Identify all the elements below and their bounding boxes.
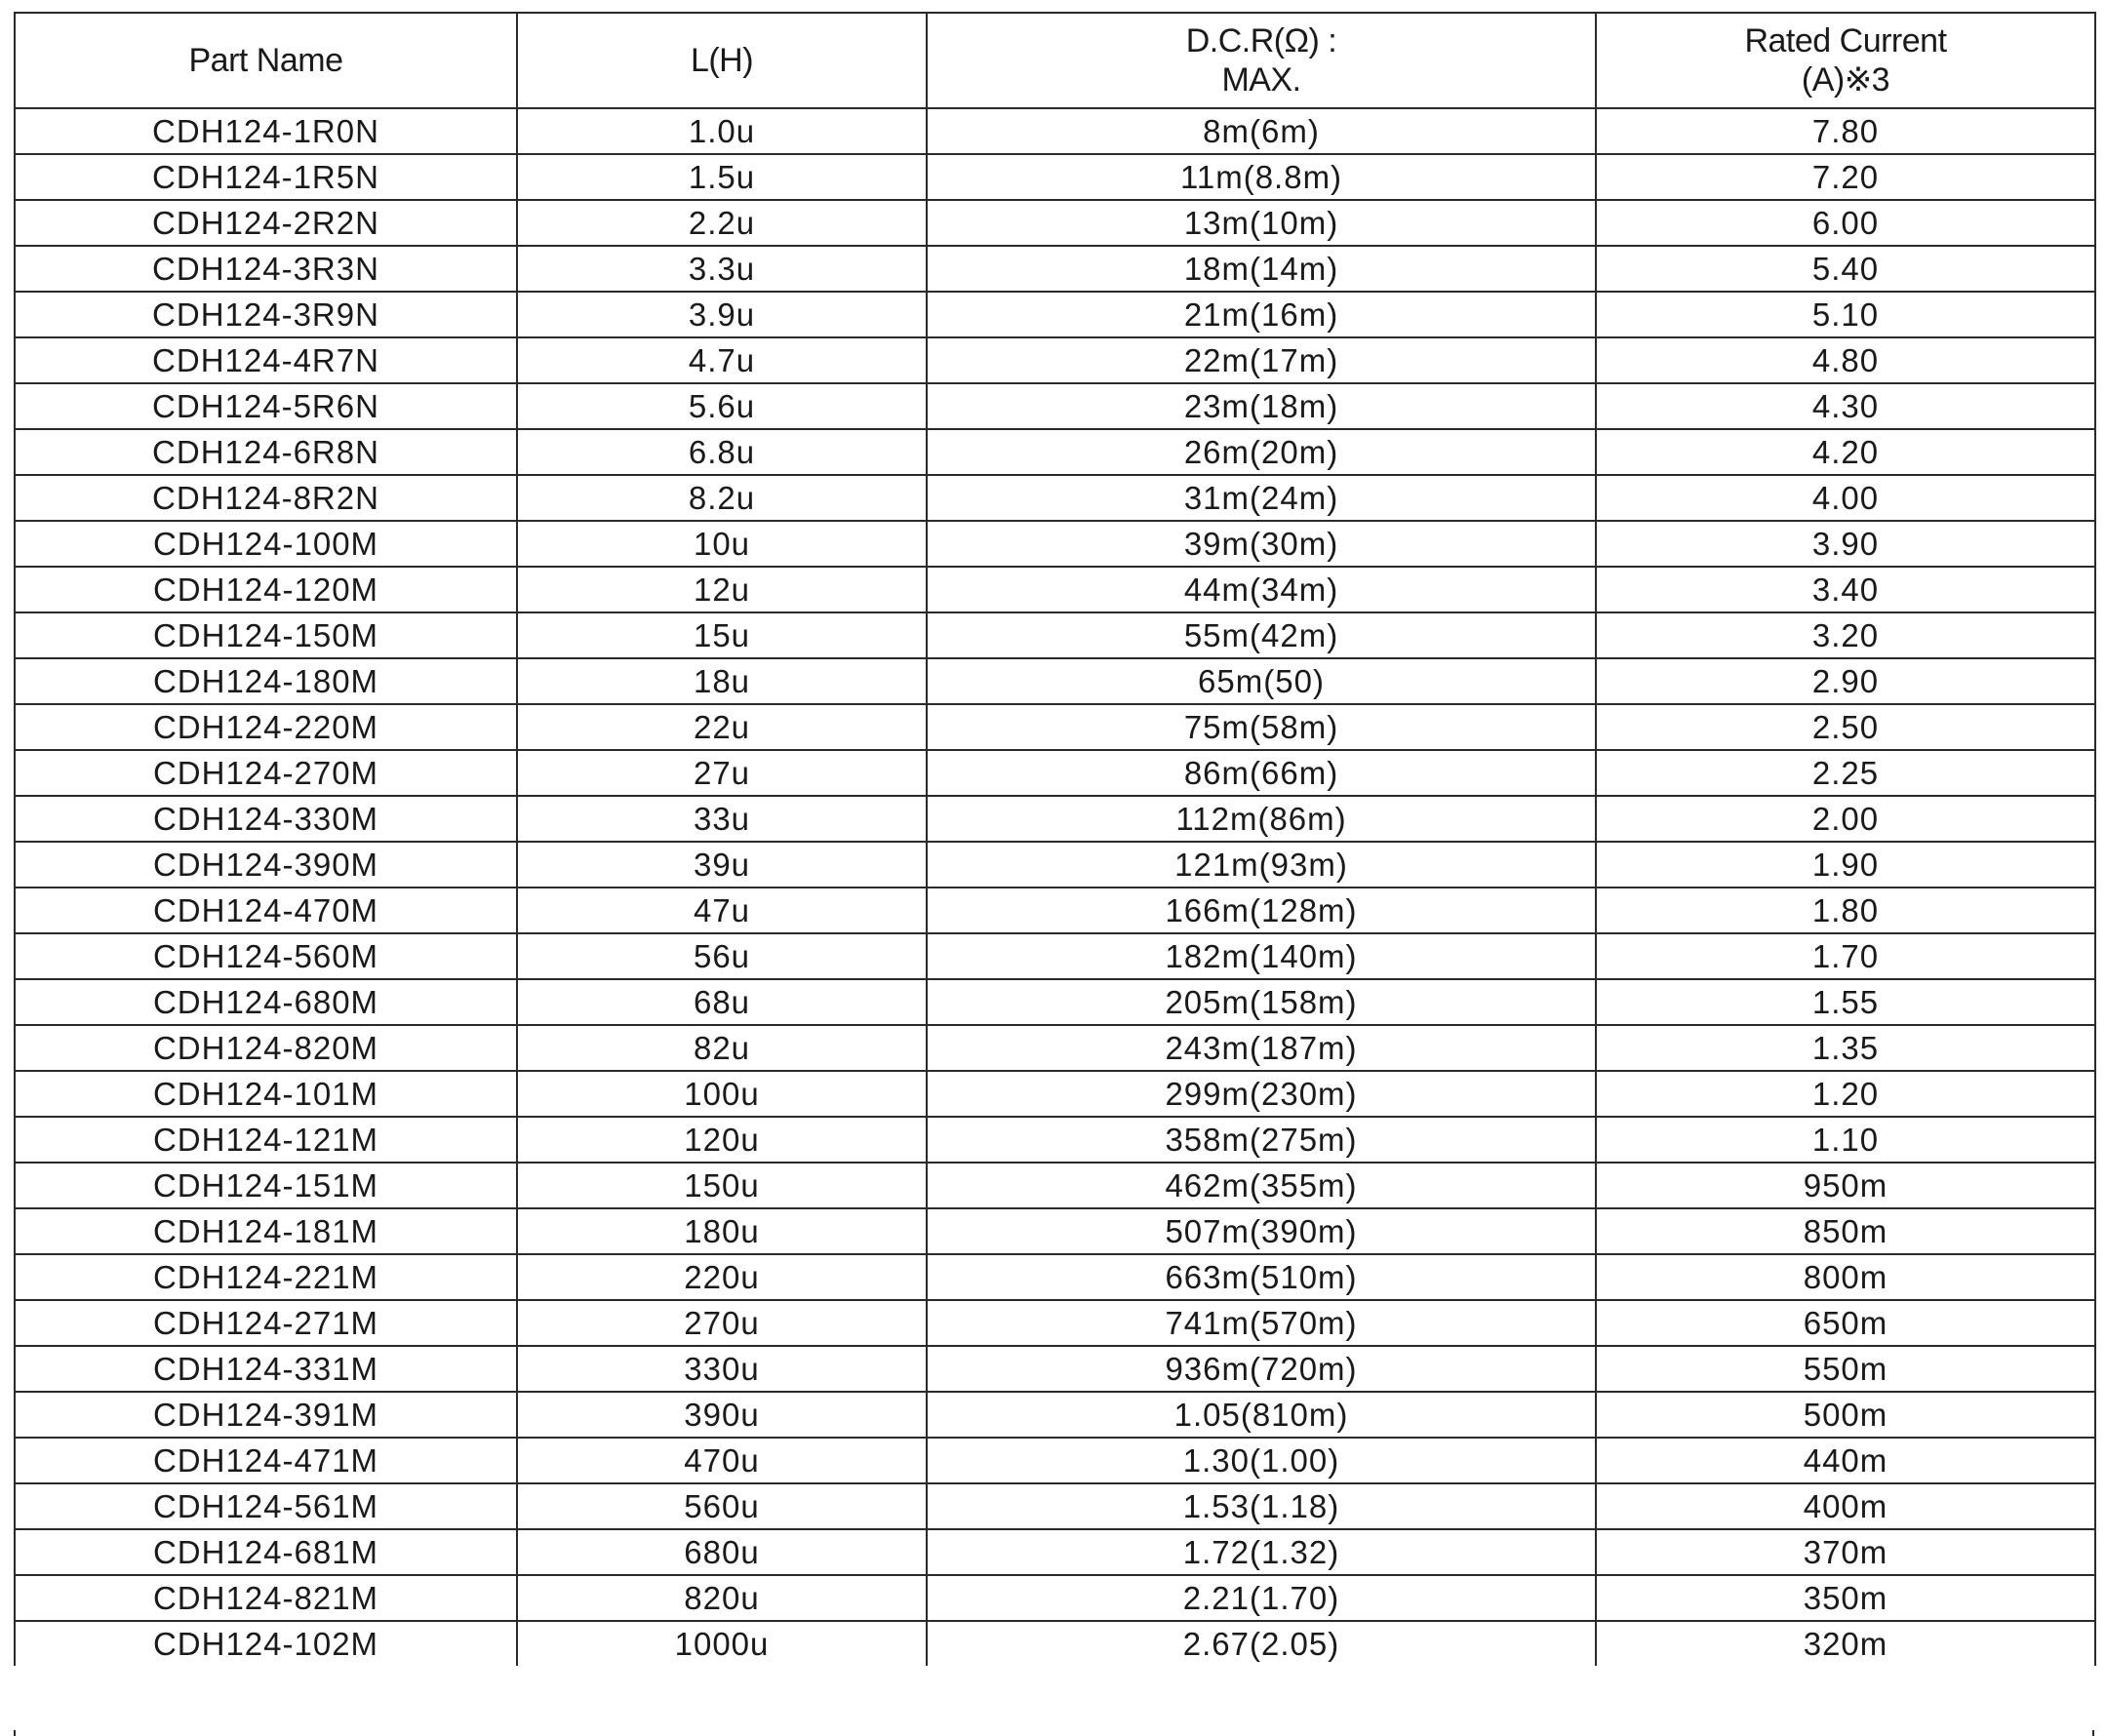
cell-dcr: 18m(14m) — [927, 246, 1596, 292]
cell-rated-current: 1.80 — [1596, 888, 2095, 933]
cell-rated-current: 650m — [1596, 1300, 2095, 1346]
table-row — [15, 383, 2095, 429]
cell-inductance: 10u — [517, 521, 927, 567]
cell-dcr: 8m(6m) — [927, 108, 1596, 154]
cell-dcr: 2.67(2.05) — [927, 1621, 1596, 1666]
cell-part-name: CDH124-101M — [15, 1071, 517, 1117]
cell-inductance: 270u — [517, 1300, 927, 1346]
table-row — [15, 933, 2095, 979]
cell-dcr: 21m(16m) — [927, 292, 1596, 337]
cell-dcr: 55m(42m) — [927, 612, 1596, 658]
cell-inductance: 3.9u — [517, 292, 927, 337]
cell-dcr: 205m(158m) — [927, 979, 1596, 1025]
cell-inductance: 82u — [517, 1025, 927, 1071]
cell-dcr: 121m(93m) — [927, 842, 1596, 888]
cell-dcr: 1.05(810m) — [927, 1392, 1596, 1438]
cell-rated-current: 6.00 — [1596, 200, 2095, 246]
cell-rated-current: 1.20 — [1596, 1071, 2095, 1117]
table-row — [15, 521, 2095, 567]
cell-dcr: 1.72(1.32) — [927, 1529, 1596, 1575]
table-row — [15, 292, 2095, 337]
cell-inductance: 8.2u — [517, 475, 927, 521]
cell-part-name: CDH124-3R9N — [15, 292, 517, 337]
cell-part-name: CDH124-120M — [15, 567, 517, 612]
cell-inductance: 18u — [517, 658, 927, 704]
header-rated-line1: Rated Current — [1744, 22, 1947, 59]
cell-inductance: 390u — [517, 1392, 927, 1438]
cell-dcr: 31m(24m) — [927, 475, 1596, 521]
cell-dcr: 112m(86m) — [927, 796, 1596, 842]
cell-rated-current: 4.30 — [1596, 383, 2095, 429]
cell-part-name: CDH124-330M — [15, 796, 517, 842]
cell-dcr: 39m(30m) — [927, 521, 1596, 567]
cell-dcr: 936m(720m) — [927, 1346, 1596, 1392]
table-row — [15, 612, 2095, 658]
cell-part-name: CDH124-4R7N — [15, 337, 517, 383]
cell-rated-current: 950m — [1596, 1163, 2095, 1208]
table-row — [15, 888, 2095, 933]
cell-rated-current: 3.20 — [1596, 612, 2095, 658]
cell-inductance: 15u — [517, 612, 927, 658]
cell-dcr: 26m(20m) — [927, 429, 1596, 475]
cell-part-name: CDH124-220M — [15, 704, 517, 750]
cell-rated-current: 1.70 — [1596, 933, 2095, 979]
cell-rated-current: 1.55 — [1596, 979, 2095, 1025]
table-row — [15, 796, 2095, 842]
cell-rated-current: 3.40 — [1596, 567, 2095, 612]
cell-inductance: 33u — [517, 796, 927, 842]
table-row — [15, 1117, 2095, 1163]
cell-rated-current: 4.80 — [1596, 337, 2095, 383]
cell-inductance: 560u — [517, 1483, 927, 1529]
table-row — [15, 979, 2095, 1025]
table-row — [15, 337, 2095, 383]
cell-inductance: 6.8u — [517, 429, 927, 475]
cell-dcr: 65m(50) — [927, 658, 1596, 704]
table-row — [15, 750, 2095, 796]
header-dcr-line1: D.C.R(Ω) : — [1185, 22, 1337, 59]
cell-part-name: CDH124-391M — [15, 1392, 517, 1438]
cell-part-name: CDH124-271M — [15, 1300, 517, 1346]
cell-inductance: 180u — [517, 1208, 927, 1254]
cell-inductance: 5.6u — [517, 383, 927, 429]
cell-inductance: 820u — [517, 1575, 927, 1621]
cell-inductance: 1.5u — [517, 154, 927, 200]
cell-rated-current: 370m — [1596, 1529, 2095, 1575]
cell-inductance: 1000u — [517, 1621, 927, 1666]
cell-inductance: 150u — [517, 1163, 927, 1208]
table-row — [15, 429, 2095, 475]
table-row — [15, 1163, 2095, 1208]
header-inductance: L(H) — [517, 13, 927, 108]
cell-part-name: CDH124-8R2N — [15, 475, 517, 521]
cell-rated-current: 1.10 — [1596, 1117, 2095, 1163]
table-row — [15, 475, 2095, 521]
cell-dcr: 22m(17m) — [927, 337, 1596, 383]
header-dcr-line2: MAX. — [1221, 61, 1301, 99]
cell-part-name: CDH124-3R3N — [15, 246, 517, 292]
inductor-spec-table — [14, 12, 2096, 1666]
cell-dcr: 1.53(1.18) — [927, 1483, 1596, 1529]
cell-part-name: CDH124-180M — [15, 658, 517, 704]
cell-dcr: 2.21(1.70) — [927, 1575, 1596, 1621]
cell-rated-current: 4.00 — [1596, 475, 2095, 521]
table-row — [15, 704, 2095, 750]
cell-dcr: 44m(34m) — [927, 567, 1596, 612]
cell-inductance: 47u — [517, 888, 927, 933]
cell-inductance: 12u — [517, 567, 927, 612]
cell-part-name: CDH124-561M — [15, 1483, 517, 1529]
cell-part-name: CDH124-181M — [15, 1208, 517, 1254]
cell-part-name: CDH124-820M — [15, 1025, 517, 1071]
table-row — [15, 1483, 2095, 1529]
cell-rated-current: 850m — [1596, 1208, 2095, 1254]
cell-dcr: 507m(390m) — [927, 1208, 1596, 1254]
cell-part-name: CDH124-470M — [15, 888, 517, 933]
cell-rated-current: 320m — [1596, 1621, 2095, 1666]
table-row — [15, 1346, 2095, 1392]
cell-part-name: CDH124-100M — [15, 521, 517, 567]
cell-part-name: CDH124-2R2N — [15, 200, 517, 246]
cell-rated-current: 400m — [1596, 1483, 2095, 1529]
cell-inductance: 3.3u — [517, 246, 927, 292]
cell-inductance: 220u — [517, 1254, 927, 1300]
cell-inductance: 4.7u — [517, 337, 927, 383]
cell-rated-current: 1.90 — [1596, 842, 2095, 888]
cell-rated-current: 5.40 — [1596, 246, 2095, 292]
cell-dcr: 11m(8.8m) — [927, 154, 1596, 200]
cell-rated-current: 5.10 — [1596, 292, 2095, 337]
cell-dcr: 1.30(1.00) — [927, 1438, 1596, 1483]
cell-part-name: CDH124-150M — [15, 612, 517, 658]
table-row — [15, 1621, 2095, 1666]
table-row — [15, 658, 2095, 704]
cell-rated-current: 440m — [1596, 1438, 2095, 1483]
table-row — [15, 1254, 2095, 1300]
cell-part-name: CDH124-6R8N — [15, 429, 517, 475]
table-body — [15, 108, 2095, 1666]
cell-part-name: CDH124-680M — [15, 979, 517, 1025]
table-row — [15, 1208, 2095, 1254]
cell-rated-current: 350m — [1596, 1575, 2095, 1621]
cell-rated-current: 2.90 — [1596, 658, 2095, 704]
table-row — [15, 567, 2095, 612]
cell-part-name: CDH124-121M — [15, 1117, 517, 1163]
table-row — [15, 842, 2095, 888]
cell-rated-current: 2.50 — [1596, 704, 2095, 750]
table-row — [15, 1025, 2095, 1071]
cell-inductance: 470u — [517, 1438, 927, 1483]
cell-dcr: 243m(187m) — [927, 1025, 1596, 1071]
cell-inductance: 22u — [517, 704, 927, 750]
header-row — [15, 13, 2095, 108]
cell-rated-current: 1.35 — [1596, 1025, 2095, 1071]
header-part-name: Part Name — [15, 13, 517, 108]
table-row — [15, 246, 2095, 292]
cell-part-name: CDH124-331M — [15, 1346, 517, 1392]
cell-inductance: 39u — [517, 842, 927, 888]
table-row — [15, 1529, 2095, 1575]
cell-dcr: 86m(66m) — [927, 750, 1596, 796]
header-dcr-max — [927, 13, 1596, 108]
header-rated-line2: (A)※3 — [1801, 61, 1890, 99]
table-row — [15, 108, 2095, 154]
table-header — [15, 13, 2095, 108]
table-row — [15, 1392, 2095, 1438]
cell-part-name: CDH124-102M — [15, 1621, 517, 1666]
cell-dcr: 23m(18m) — [927, 383, 1596, 429]
cell-dcr: 741m(570m) — [927, 1300, 1596, 1346]
table-bottom-edge — [14, 1730, 2094, 1736]
cell-part-name: CDH124-270M — [15, 750, 517, 796]
cell-dcr: 75m(58m) — [927, 704, 1596, 750]
cell-dcr: 299m(230m) — [927, 1071, 1596, 1117]
cell-rated-current: 4.20 — [1596, 429, 2095, 475]
cell-rated-current: 800m — [1596, 1254, 2095, 1300]
cell-part-name: CDH124-1R5N — [15, 154, 517, 200]
cell-rated-current: 550m — [1596, 1346, 2095, 1392]
table-row — [15, 1300, 2095, 1346]
table-row — [15, 1071, 2095, 1117]
cell-dcr: 462m(355m) — [927, 1163, 1596, 1208]
cell-dcr: 358m(275m) — [927, 1117, 1596, 1163]
cell-rated-current: 7.20 — [1596, 154, 2095, 200]
cell-part-name: CDH124-681M — [15, 1529, 517, 1575]
header-rated-current — [1596, 13, 2095, 108]
cell-dcr: 182m(140m) — [927, 933, 1596, 979]
cell-rated-current: 2.25 — [1596, 750, 2095, 796]
table-row — [15, 1438, 2095, 1483]
table-row — [15, 200, 2095, 246]
cell-inductance: 2.2u — [517, 200, 927, 246]
cell-inductance: 27u — [517, 750, 927, 796]
cell-inductance: 56u — [517, 933, 927, 979]
cell-rated-current: 500m — [1596, 1392, 2095, 1438]
cell-dcr: 663m(510m) — [927, 1254, 1596, 1300]
cell-dcr: 166m(128m) — [927, 888, 1596, 933]
table-row — [15, 1575, 2095, 1621]
cell-inductance: 330u — [517, 1346, 927, 1392]
cell-inductance: 680u — [517, 1529, 927, 1575]
cell-rated-current: 2.00 — [1596, 796, 2095, 842]
cell-part-name: CDH124-390M — [15, 842, 517, 888]
cell-part-name: CDH124-471M — [15, 1438, 517, 1483]
cell-inductance: 1.0u — [517, 108, 927, 154]
cell-rated-current: 3.90 — [1596, 521, 2095, 567]
cell-part-name: CDH124-151M — [15, 1163, 517, 1208]
cell-part-name: CDH124-560M — [15, 933, 517, 979]
cell-inductance: 100u — [517, 1071, 927, 1117]
cell-part-name: CDH124-821M — [15, 1575, 517, 1621]
cell-rated-current: 7.80 — [1596, 108, 2095, 154]
table-row — [15, 154, 2095, 200]
cell-dcr: 13m(10m) — [927, 200, 1596, 246]
cell-part-name: CDH124-1R0N — [15, 108, 517, 154]
cell-inductance: 120u — [517, 1117, 927, 1163]
cell-part-name: CDH124-221M — [15, 1254, 517, 1300]
cell-inductance: 68u — [517, 979, 927, 1025]
cell-part-name: CDH124-5R6N — [15, 383, 517, 429]
